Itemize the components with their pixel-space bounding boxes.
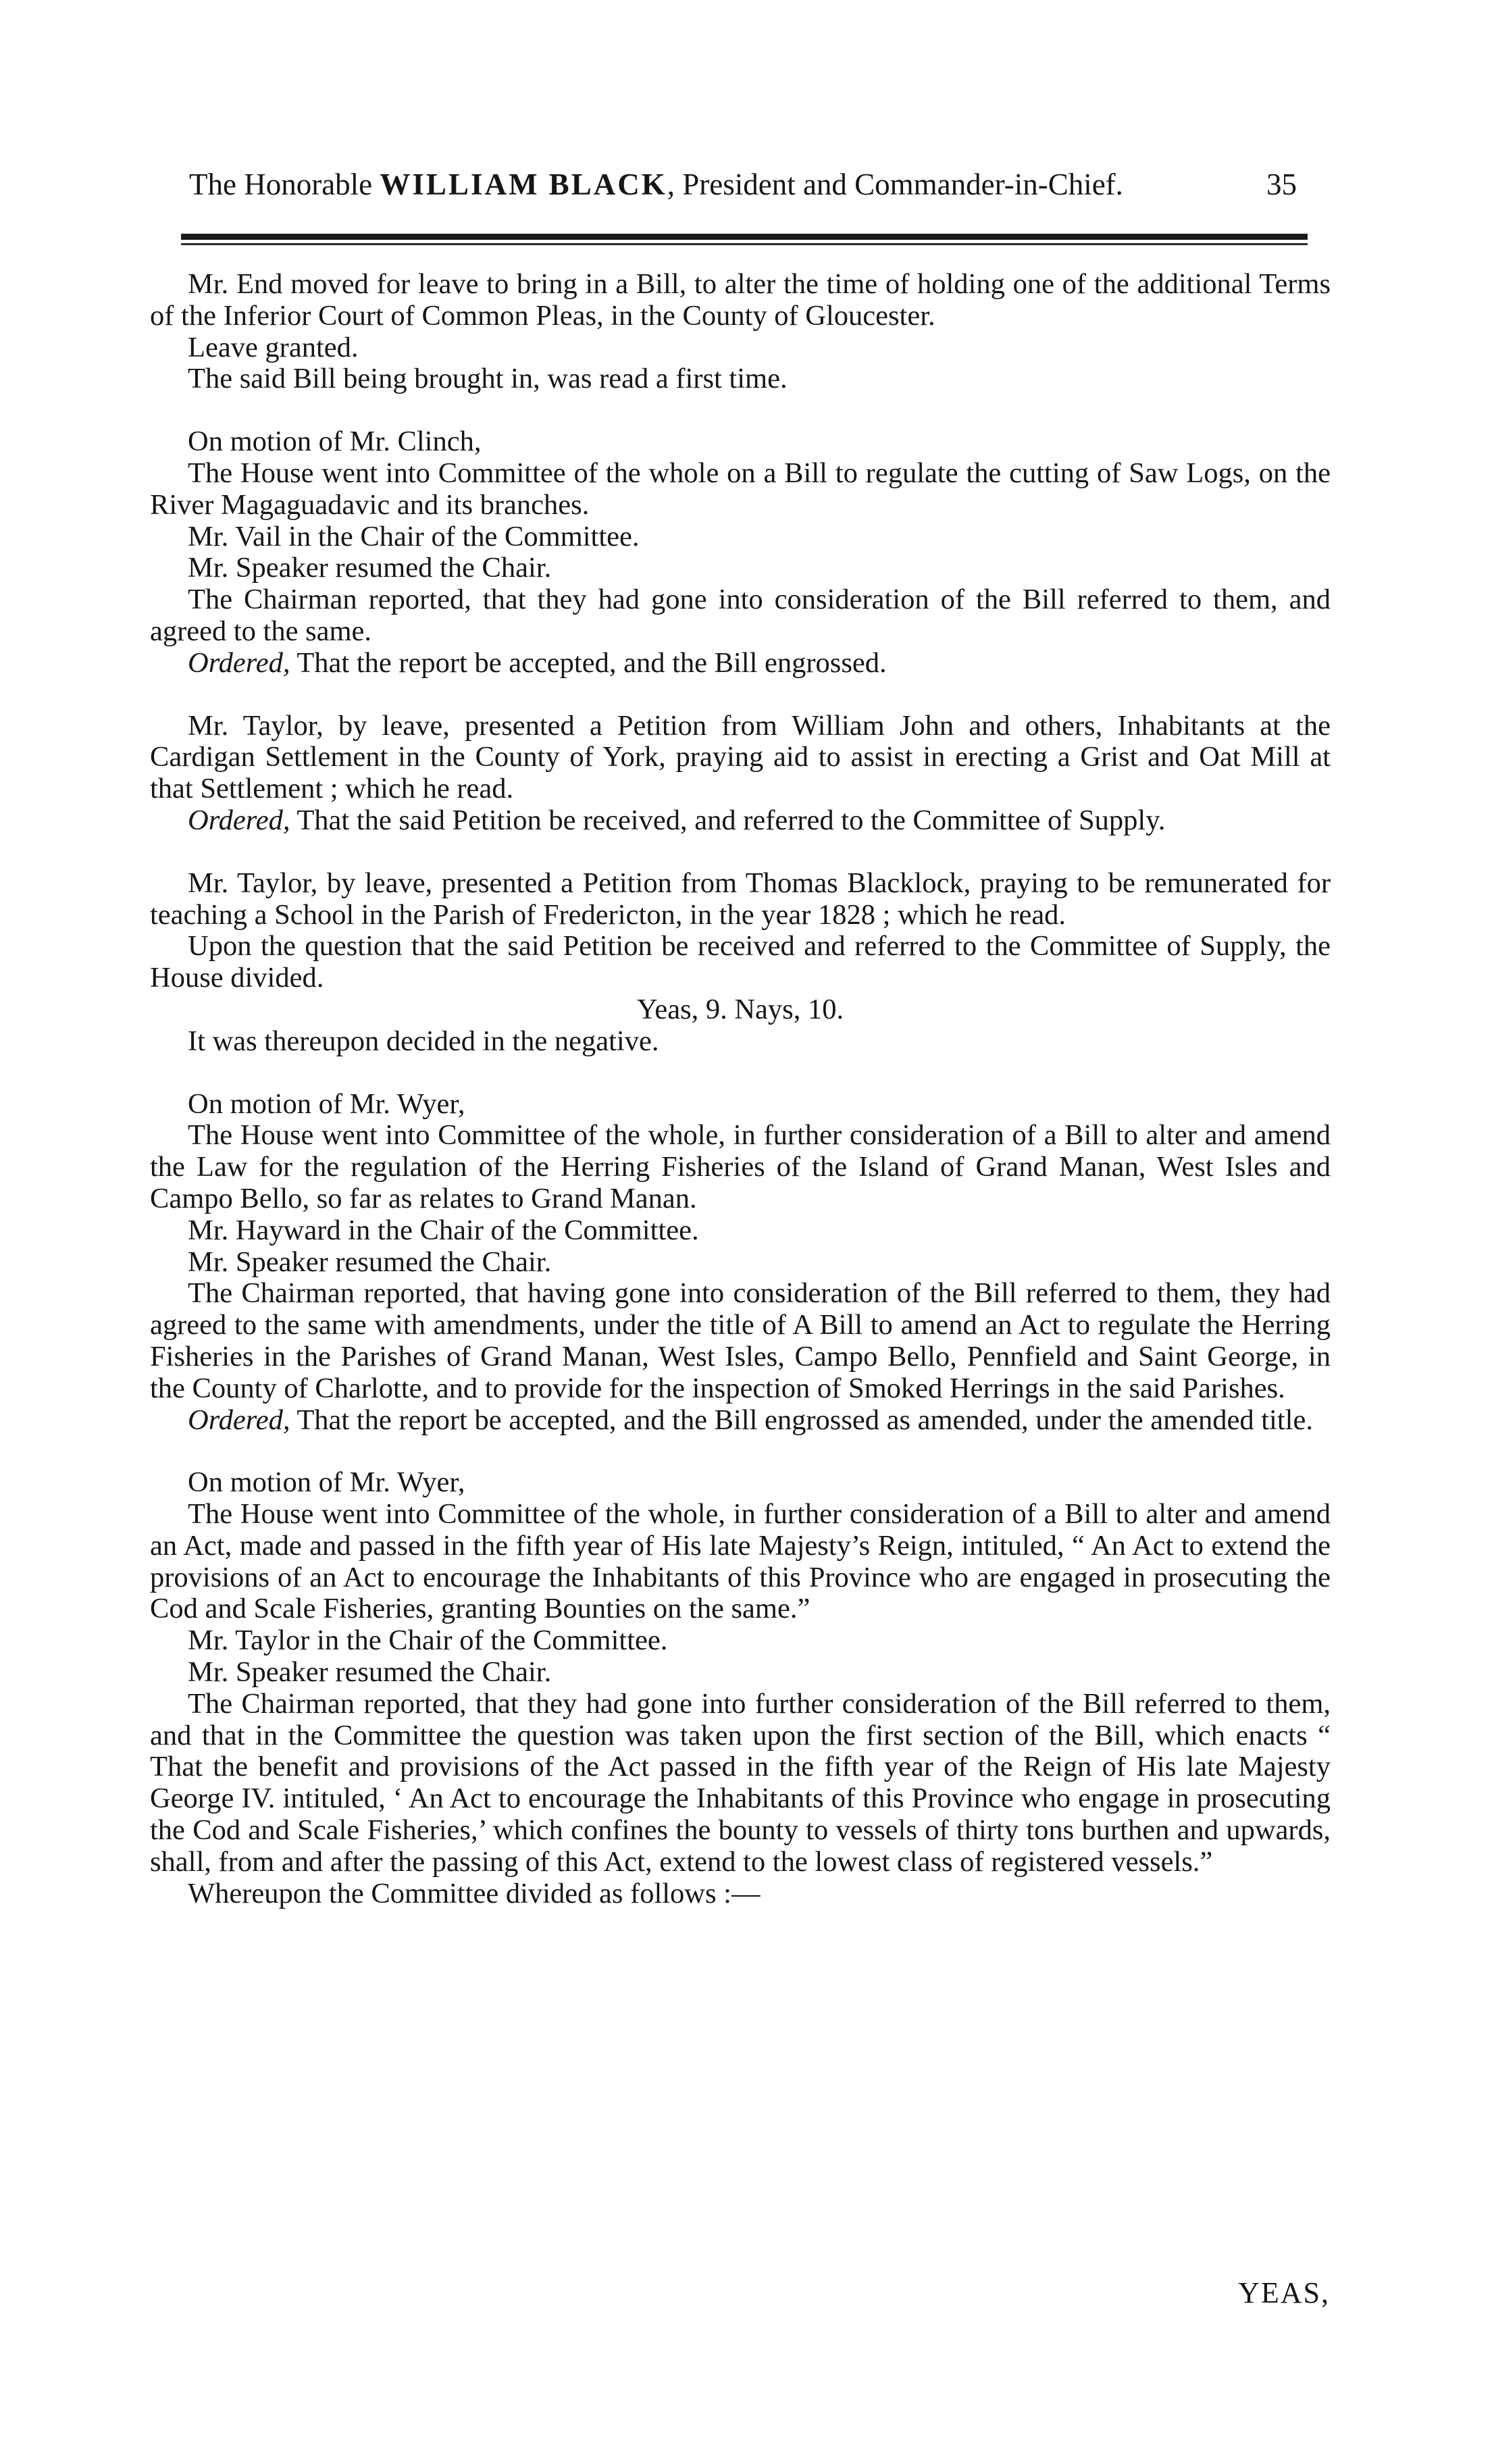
paragraph-lead: Ordered, <box>188 804 290 836</box>
paragraph <box>150 521 1331 553</box>
paragraph-text: Mr. Vail in the Chair of the Committee. <box>188 520 640 553</box>
paragraph-text: Mr. Speaker resumed the Chair. <box>188 1246 552 1278</box>
paragraph <box>150 553 1331 584</box>
paragraph <box>150 363 1331 395</box>
paragraph-text: It was thereupon decided in the negative. <box>188 1025 659 1057</box>
catchword: YEAS, <box>1238 2276 1330 2309</box>
paragraph-lead: Ordered, <box>188 646 290 679</box>
paragraph-text: Mr. Speaker resumed the Chair. <box>188 1656 552 1689</box>
paragraph-text: Mr. Hayward in the Chair of the Committee. <box>188 1214 699 1246</box>
paragraph-text: The Chairman reported, that having gone into consideration of the Bill referred to them, they had agreed to the same with amendments, under the title of A Bill to amend an Act to regulate the Herring Fisheries in the Parishes of Grand Manan, West Isles, Campo Bello, Pennfield and Saint George, in the County of Charlotte, and to provide for the inspection of Smoked Herrings in the said Parishes. <box>150 1277 1331 1404</box>
running-head <box>189 161 1297 208</box>
paragraph-text: On motion of Mr. Wyer, <box>188 1466 465 1499</box>
paragraph <box>150 1120 1331 1214</box>
paragraph <box>150 994 1331 1026</box>
header-rule-thick <box>181 234 1308 240</box>
paragraph-text: The House went into Committee of the whole on a Bill to regulate the cutting of Saw Logs, on the River Magaguadavic and its branches. <box>150 457 1331 521</box>
paragraph-text: That the said Petition be received, and referred to the Committee of Supply. <box>290 804 1166 836</box>
paragraph <box>150 1405 1331 1437</box>
paragraph <box>150 332 1331 364</box>
paragraph <box>150 1878 1331 1910</box>
paragraph <box>150 931 1331 994</box>
page-number: 35 <box>1266 168 1297 201</box>
paragraph-text: The House went into Committee of the whole, in further consideration of a Bill to alter and amend the Law for the regulation of the Herring Fisheries of the Island of Grand Manan, West Isles and Campo Bello, so far as relates to Grand Manan. <box>150 1119 1331 1214</box>
header-rule-thin <box>181 243 1308 245</box>
paragraph <box>150 1625 1331 1657</box>
paragraph <box>150 1247 1331 1279</box>
paragraph-text: Mr. Taylor, by leave, presented a Petition from William John and others, Inhabitants at the Cardigan Settlement in the County of York, praying aid to assist in erecting a Grist and Oat Mill at that Settlement ; which he read. <box>150 709 1331 805</box>
paragraph-text: That the report be accepted, and the Bill engrossed as amended, under the amended title. <box>290 1404 1313 1436</box>
paragraph-text: Whereupon the Committee divided as follows :— <box>188 1877 761 1909</box>
paragraph <box>150 426 1331 458</box>
paragraph-text: The said Bill being brought in, was read a first time. <box>188 363 788 395</box>
paragraph-text: Mr. Speaker resumed the Chair. <box>188 552 552 584</box>
paragraph-text: On motion of Mr. Clinch, <box>188 426 482 458</box>
paragraph <box>150 1657 1331 1689</box>
paragraph-lead: Ordered, <box>188 1404 290 1436</box>
body-text <box>150 269 1331 1909</box>
paragraph-text: Upon the question that the said Petition be received and referred to the Committee of Supply, the House divided. <box>150 930 1331 994</box>
paragraph-text: Mr. End moved for leave to bring in a Bill, to alter the time of holding one of the additional Terms of the Inferior Court of Common Pleas, in the County of Gloucester. <box>150 268 1331 332</box>
paragraph-text: That the report be accepted, and the Bill engrossed. <box>290 646 887 679</box>
paragraph-text: The House went into Committee of the whole, in further consideration of a Bill to alter and amend an Act, made and passed in the fifth year of His late Majesty’s Reign, intituled, “ An Act to extend the provisions of an Act to encourage the Inhabitants of this Province who are engaged in prosecuting the Cod and Scale Fisheries, granting Bounties on the same.” <box>150 1498 1331 1625</box>
paragraph <box>150 1026 1331 1058</box>
paragraph-text: Yeas, 9. Nays, 10. <box>636 993 844 1025</box>
paragraph <box>150 805 1331 837</box>
paragraph <box>150 648 1331 679</box>
paragraph <box>150 1215 1331 1247</box>
running-head-title: The Honorable WILLIAM BLACK, President and Commander-in-Chief. <box>189 168 1123 201</box>
paragraph <box>150 1499 1331 1625</box>
paragraph-text: Mr. Taylor in the Chair of the Committee. <box>188 1624 668 1657</box>
paragraph <box>150 458 1331 521</box>
paragraph-text: On motion of Mr. Wyer, <box>188 1087 465 1120</box>
paragraph <box>150 1467 1331 1499</box>
paragraph <box>150 1278 1331 1404</box>
paragraph <box>150 584 1331 648</box>
paragraph <box>150 1089 1331 1121</box>
paragraph <box>150 711 1331 805</box>
paragraph-text: The Chairman reported, that they had gone into consideration of the Bill referred to them, and agreed to the same. <box>150 584 1331 647</box>
paragraph-text: Leave granted. <box>188 331 359 363</box>
running-head-name: WILLIAM BLACK <box>380 168 667 201</box>
paragraph <box>150 868 1331 931</box>
paragraph-text: The Chairman reported, that they had gone into further consideration of the Bill referred to them, and that in the Committee the question was taken upon the first section of the Bill, which enacts “ That the benefit and provisions of the Act passed in the fifth year of the Reign of His late Majesty George IV. intituled, ‘ An Act to encourage the Inhabitants of this Province who engage in prosecuting the Cod and Scale Fisheries,’ which confines the bounty to vessels of thirty tons burthen and upwards, shall, from and after the passing of this Act, extend to the lowest class of registered vessels.” <box>150 1687 1331 1878</box>
paragraph-text: Mr. Taylor, by leave, presented a Petition from Thomas Blacklock, praying to be remunerated for teaching a School in the Parish of Fredericton, in the year 1828 ; which he read. <box>150 867 1331 931</box>
paragraph <box>150 1689 1331 1878</box>
paragraph <box>150 269 1331 332</box>
